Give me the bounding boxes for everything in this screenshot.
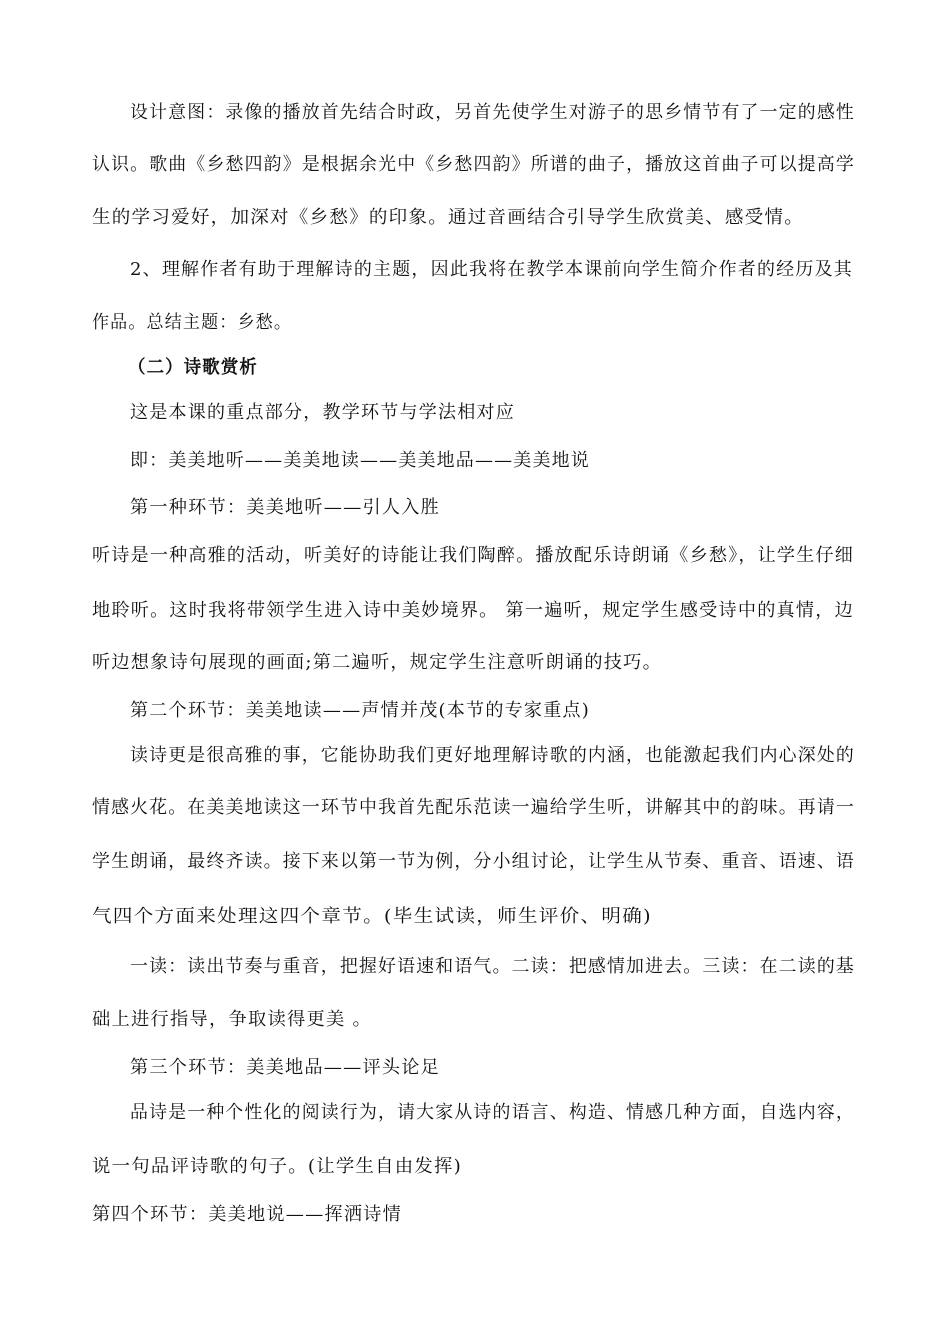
section-heading: （二）诗歌赏析 — [128, 357, 258, 378]
paragraph-line: 听边想象诗句展现的画面;第二遍听，规定学生注意听朗诵的技巧。 — [92, 652, 662, 673]
paragraph-line: 设计意图：录像的播放首先结合时政，另首先使学生对游子的思乡情节有了一定的感性 — [130, 102, 856, 123]
paragraph-line: 2、理解作者有助于理解诗的主题，因此我将在教学本课前向学生简介作者的经历及其 — [130, 259, 853, 280]
paragraph-line: 一读：读出节奏与重音，把握好语速和语气。二读：把感情加进去。三读：在二读的基 — [130, 956, 856, 977]
subsection-heading: 第二个环节：美美地读——声情并茂(本节的专家重点) — [130, 700, 591, 721]
paragraph-line: 说一句品评诗歌的句子。(让学生自由发挥) — [92, 1156, 463, 1177]
paragraph-line: 听诗是一种高雅的活动，听美好的诗能让我们陶醉。播放配乐诗朗诵《乡愁》，让学生仔细 — [92, 545, 855, 566]
paragraph-line: 认识。歌曲《乡愁四韵》是根据余光中《乡愁四韵》所谱的曲子，播放这首曲子可以提高学 — [92, 154, 856, 175]
paragraph-line: 这是本课的重点部分，教学环节与学法相对应 — [130, 402, 515, 423]
paragraph-line: 学生朗诵，最终齐读。接下来以第一节为例，分小组讨论，让学生从节奏、重音、语速、语 — [92, 851, 856, 872]
paragraph-line: 品诗是一种个性化的阅读行为，请大家从诗的语言、构造、情感几种方面，自选内容， — [130, 1102, 856, 1123]
paragraph-line: 情感火花。在美美地读这一环节中我首先配乐范读一遍给学生听，讲解其中的韵味。再请一 — [92, 797, 856, 818]
paragraph-line: 础上进行指导，争取读得更美 。 — [92, 1009, 373, 1030]
subsection-heading: 第四个环节：美美地说——挥洒诗情 — [92, 1204, 402, 1225]
paragraph-line: 生的学习爱好，加深对《乡愁》的印象。通过音画结合引导学生欣赏美、感受情。 — [92, 207, 805, 228]
subsection-heading: 第一种环节：美美地听——引人入胜 — [130, 497, 440, 518]
paragraph-line: 气四个方面来处理这四个章节。(毕生试读，师生评价、明确) — [92, 906, 653, 927]
paragraph-line: 读诗更是很高雅的事，它能协助我们更好地理解诗歌的内涵，也能激起我们内心深处的 — [130, 745, 856, 766]
subsection-heading: 第三个环节：美美地品——评头论足 — [130, 1057, 440, 1078]
paragraph-line: 即：美美地听——美美地读——美美地品——美美地说 — [130, 450, 590, 471]
paragraph-line: 地聆听。这时我将带领学生进入诗中美妙境界。 第一遍听，规定学生感受诗中的真情，边 — [92, 600, 854, 621]
paragraph-line: 作品。总结主题：乡愁。 — [92, 312, 293, 333]
